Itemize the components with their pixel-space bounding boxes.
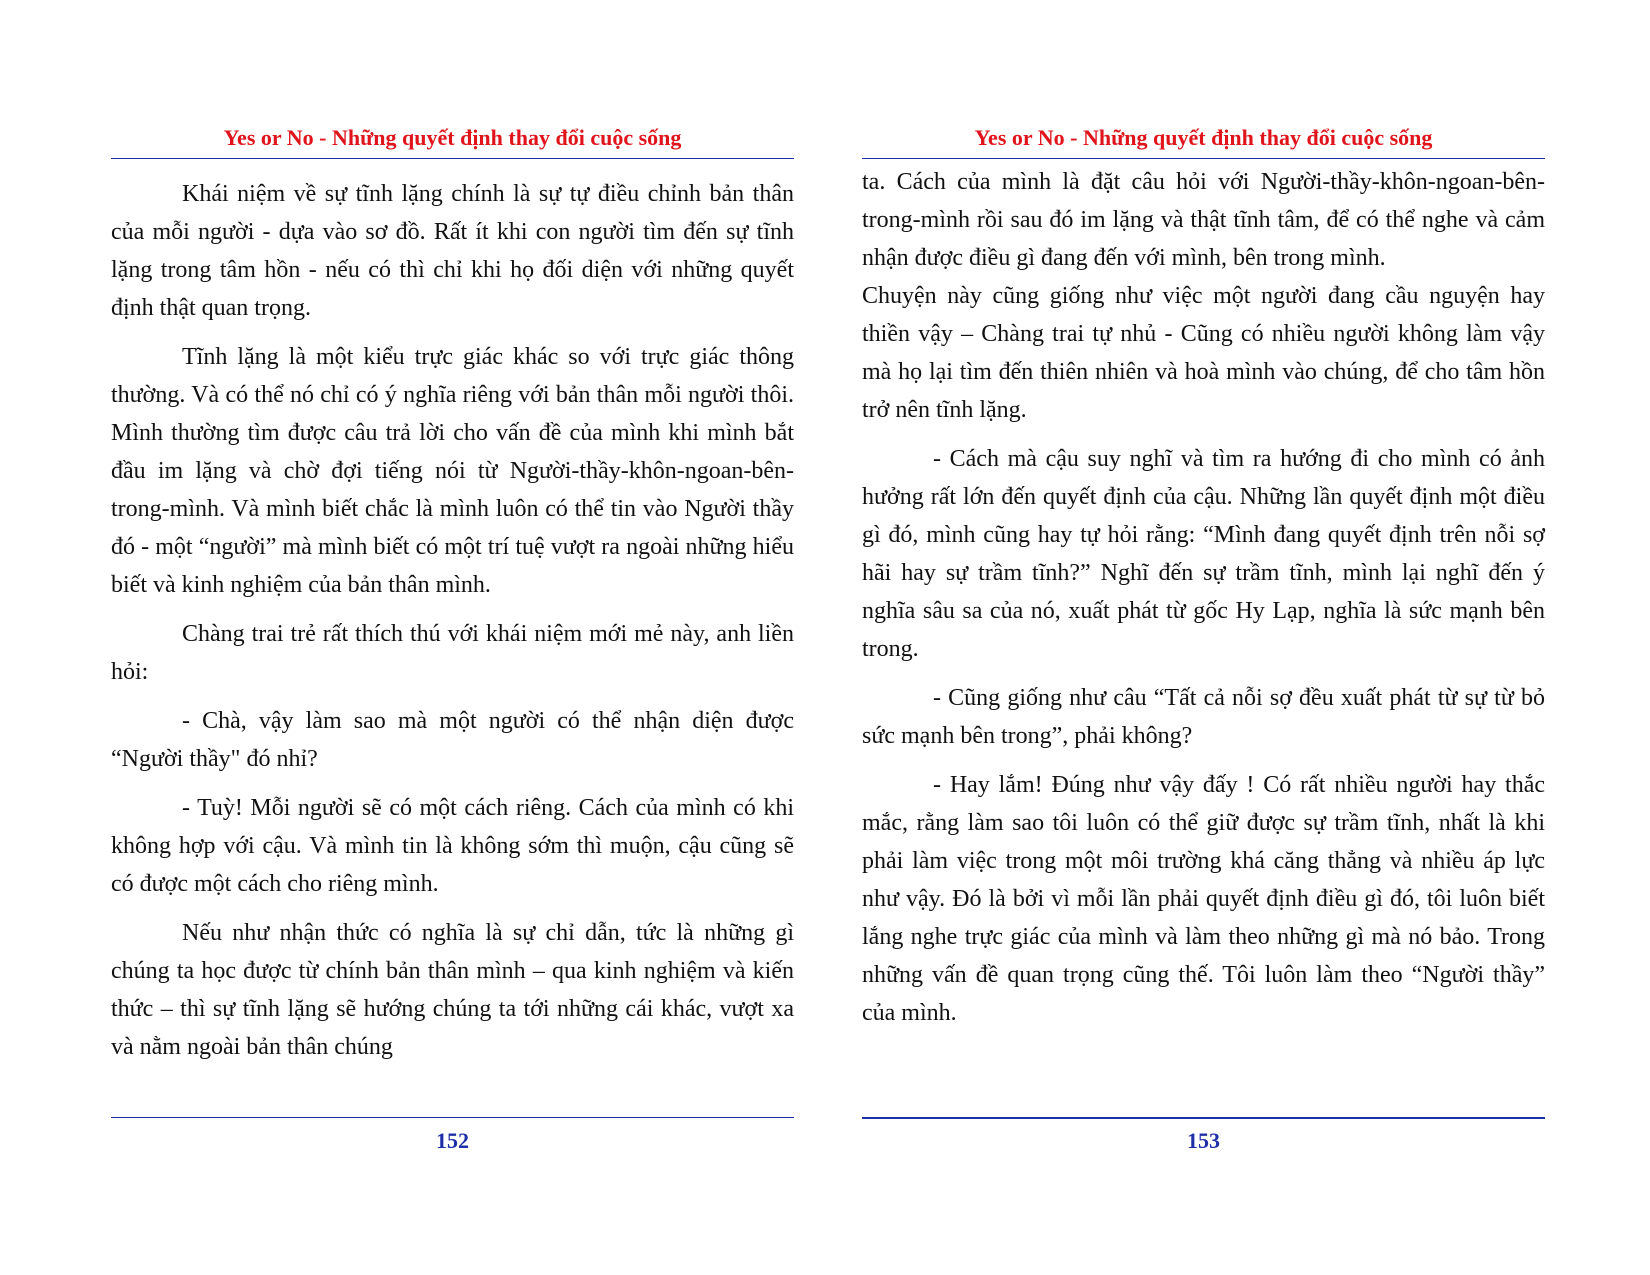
right-page [862,0,1545,1275]
paragraph: - Cách mà cậu suy nghĩ và tìm ra hướng đi cho mình có ảnh hưởng rất lớn đến quyết định của cậu. Những lần quyết định một điều gì đó, mình cũng hay tự hỏi rằng: “Mình đang quyết định trên nỗi sợ hãi hay sự trầm tĩnh?” Nghĩ đến sự trầm tĩnh, mình lại nghĩ đến ý nghĩa sâu sa của nó, xuất phát từ gốc Hy Lạp, nghĩa là sức mạnh bên trong. [862,446,1545,662]
page-number: 152 [436,1128,469,1153]
paragraph: Chàng trai trẻ rất thích thú với khái niệm mới mẻ này, anh liền hỏi: [111,621,794,685]
footer-rule [111,1117,794,1118]
paragraph: Khái niệm về sự tĩnh lặng chính là sự tự điều chỉnh bản thân của mỗi người - dựa vào sơ đồ. Rất ít khi con người tìm đến sự tĩnh lặng trong tâm hồn - nếu có thì chỉ khi họ đối diện với những quyết định thật quan trọng. [111,181,794,321]
header-rule [111,158,794,159]
paragraph: - Cũng giống như câu “Tất cả nỗi sợ đều xuất phát từ sự từ bỏ sức mạnh bên trong”, phải không? [862,685,1545,749]
paragraph: Tĩnh lặng là một kiểu trực giác khác so với trực giác thông thường. Và có thể nó chỉ có ý nghĩa riêng với bản thân mỗi người thôi. Mình thường tìm được câu trả lời cho vấn đề của mình khi mình bắt đầu im lặng và chờ đợi tiếng nói từ Người-thầy-khôn-ngoan-bên-trong-mình. Và mình biết chắc là mình luôn có thể tin vào Người thầy đó - một “người” mà mình biết có một trí tuệ vượt ra ngoài những hiểu biết và kinh nghiệm của bản thân mình. [111,344,794,598]
page-number: 153 [1187,1128,1220,1153]
paragraph: Chuyện này cũng giống như việc một người đang cầu nguyện hay thiền vậy – Chàng trai tự nhủ - Cũng có nhiều người không làm vậy mà họ lại tìm đến thiên nhiên và hoà mình vào chúng, để cho tâm hồn trở nên tĩnh lặng. [862,283,1545,423]
paragraph: - Hay lắm! Đúng như vậy đấy ! Có rất nhiều người hay thắc mắc, rằng làm sao tôi luôn có thể giữ được sự trầm tĩnh, nhất là khi phải làm việc trong một môi trường khá căng thẳng và nhiều áp lực như vậy. Đó là bởi vì mỗi lần phải quyết định điều gì đó, tôi luôn biết lắng nghe trực giác của mình và làm theo những gì mà nó bảo. Trong những vấn đề quan trọng cũng thế. Tôi luôn làm theo “Người thầy” của mình. [862,772,1545,1026]
paragraph: ta. Cách của mình là đặt câu hỏi với Người-thầy-khôn-ngoan-bên-trong-mình rồi sau đó im lặng và thật tĩnh tâm, để có thể nghe và cảm nhận được điều gì đang đến với mình, bên trong mình. [862,169,1545,271]
running-header: Yes or No - Những quyết định thay đổi cuộc sống [223,125,682,150]
header-rule [862,158,1545,159]
left-page [111,0,794,1275]
page-body [111,175,794,1077]
page-body [862,163,1545,1043]
footer-rule [862,1117,1545,1119]
running-header: Yes or No - Những quyết định thay đổi cuộc sống [974,125,1433,150]
paragraph: - Tuỳ! Mỗi người sẽ có một cách riêng. Cách của mình có khi không hợp với cậu. Và mình tin là không sớm thì muộn, cậu cũng sẽ có được một cách cho riêng mình. [111,795,794,897]
paragraph: Nếu như nhận thức có nghĩa là sự chỉ dẫn, tức là những gì chúng ta học được từ chính bản thân mình – qua kinh nghiệm và kiến thức – thì sự tĩnh lặng sẽ hướng chúng ta tới những cái khác, vượt xa và nằm ngoài bản thân chúng [111,920,794,1060]
paragraph: - Chà, vậy làm sao mà một người có thể nhận diện được “Người thầy" đó nhỉ? [111,708,794,772]
